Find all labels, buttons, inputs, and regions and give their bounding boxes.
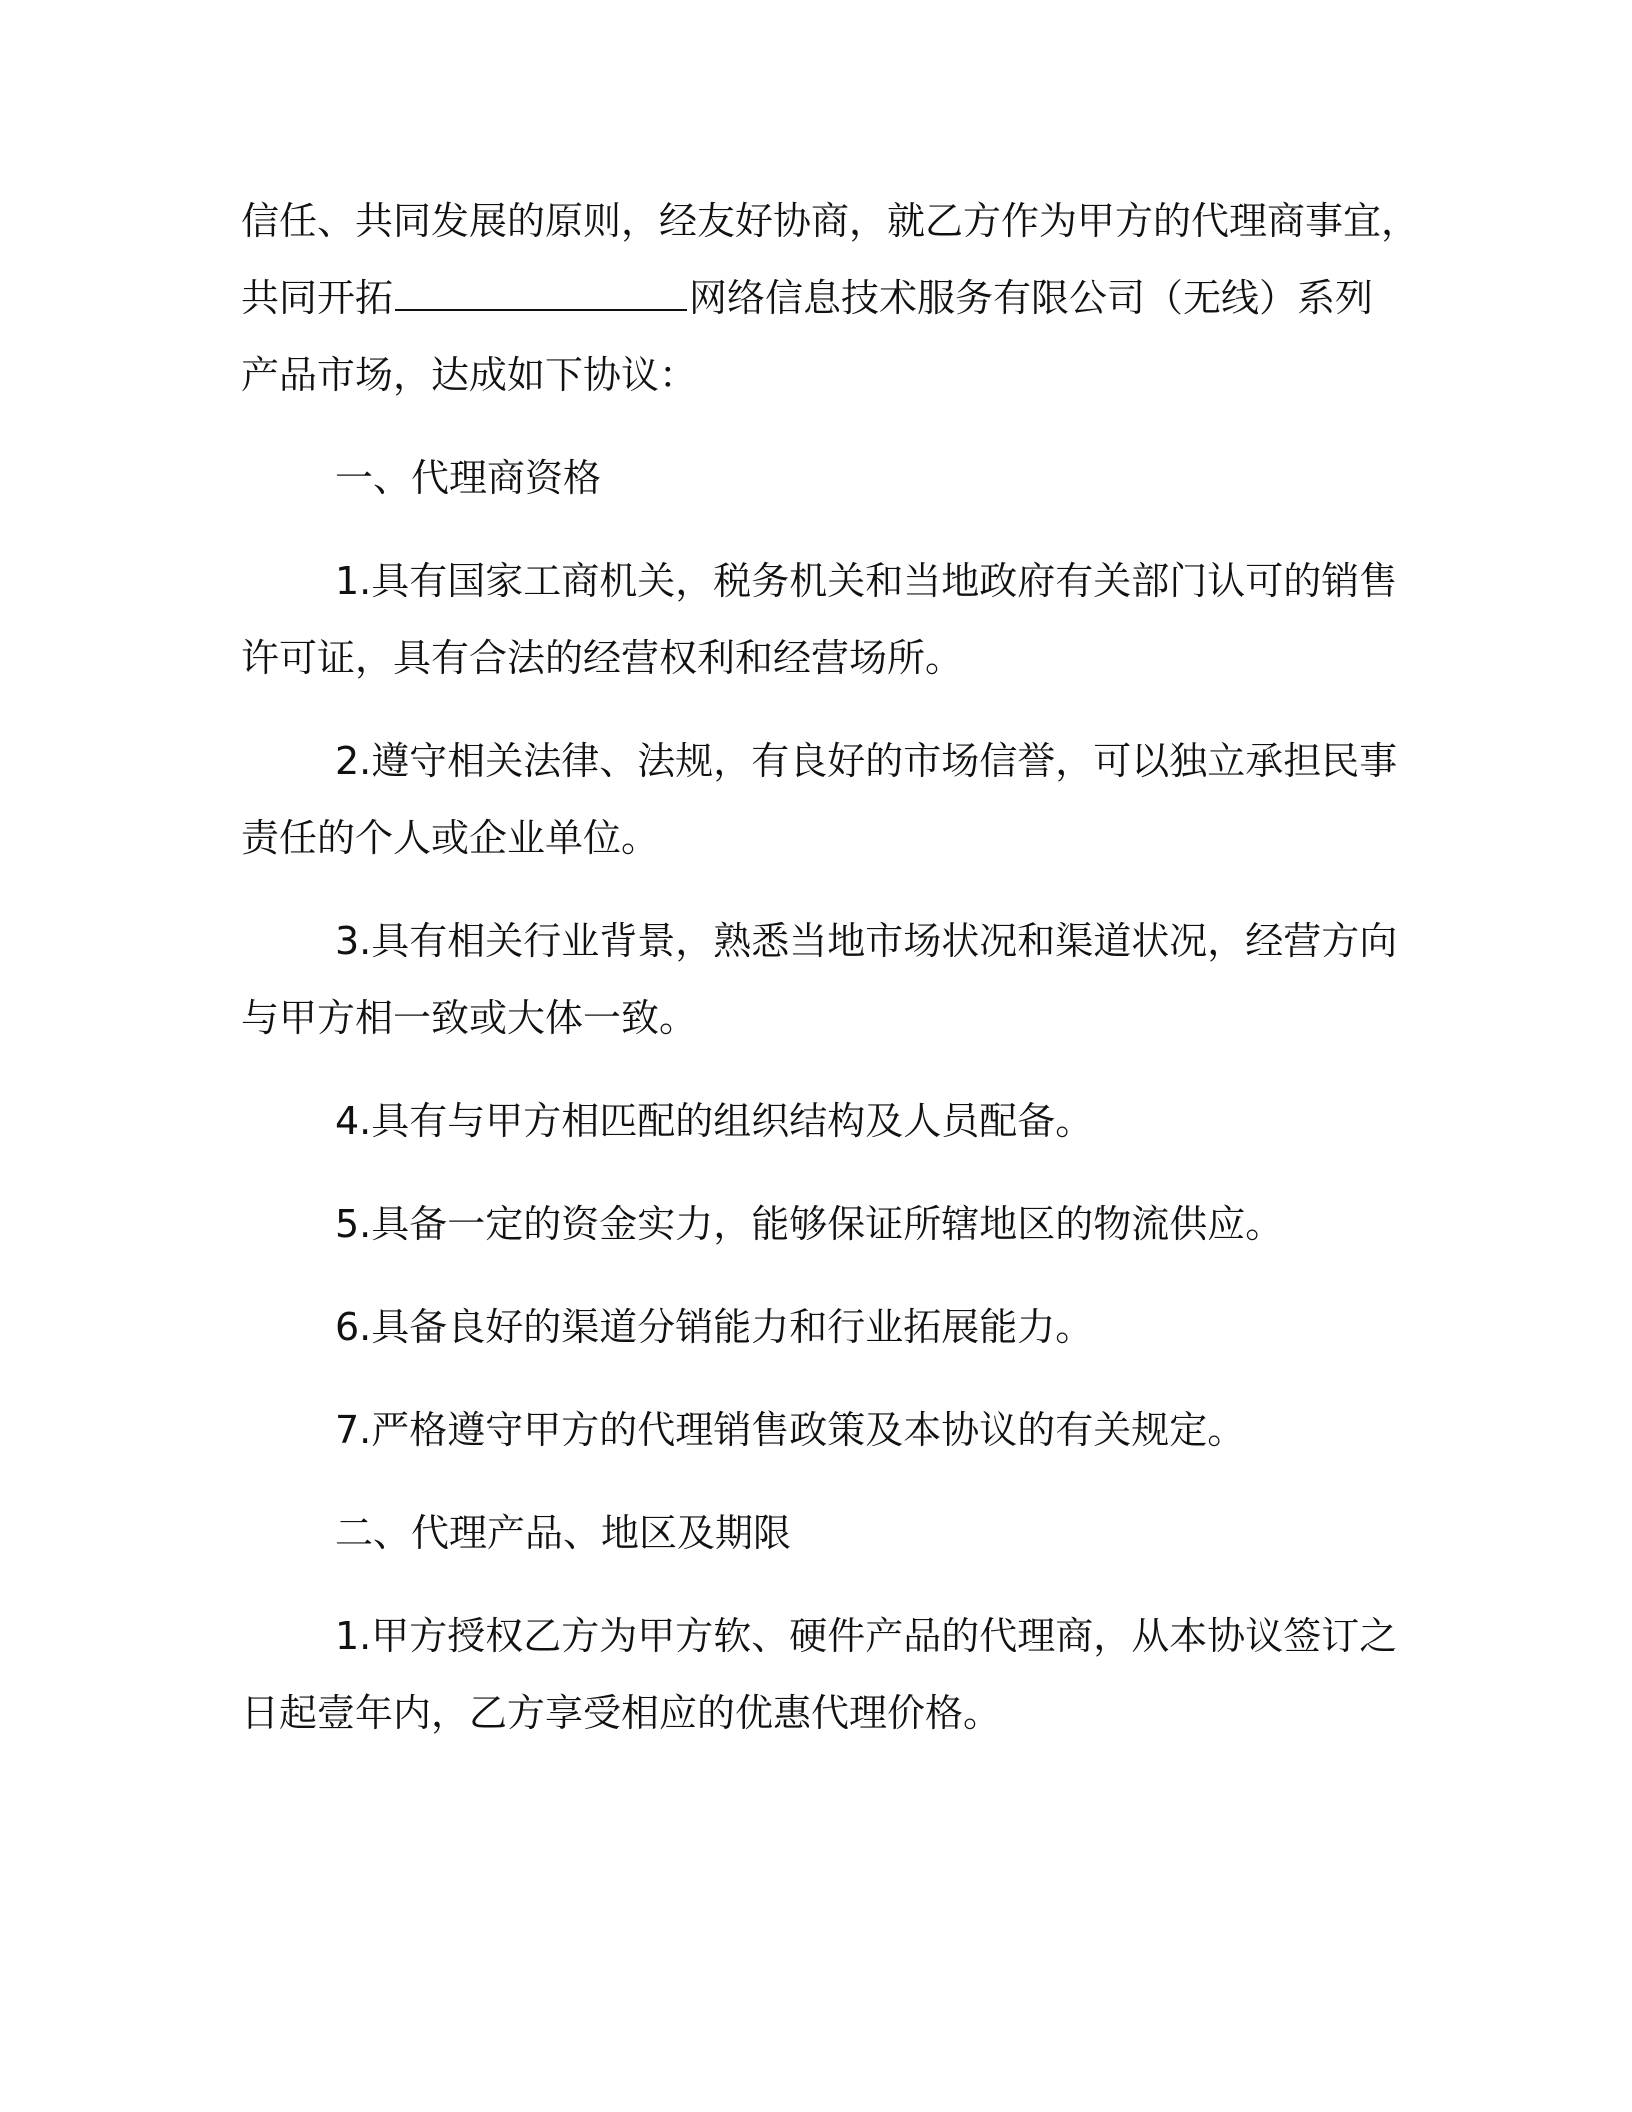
section-1-item-7: 7.严格遵守甲方的代理销售政策及本协议的有关规定。 [335, 1408, 1246, 1452]
section-1-item-6: 6.具备良好的渠道分销能力和行业拓展能力。 [335, 1305, 1094, 1349]
intro-line-3: 产品市场，达成如下协议： [241, 353, 698, 397]
section-1-item-3 [241, 903, 1398, 1057]
section-1-item-1-line-1: 1.具有国家工商机关，税务机关和当地政府有关部门认可的销售 [335, 559, 1398, 603]
section-2-heading: 二、代理产品、地区及期限 [335, 1511, 792, 1555]
section-1-item-2-line-2: 责任的个人或企业单位。 [241, 816, 660, 860]
document-body [241, 183, 1420, 1778]
intro-line-2-prefix: 共同开拓 [241, 276, 394, 320]
section-1-item-1-line-2: 许可证，具有合法的经营权利和经营场所。 [241, 636, 964, 680]
section-1-heading: 一、代理商资格 [335, 456, 602, 500]
section-1-item-4: 4.具有与甲方相匹配的组织结构及人员配备。 [335, 1099, 1094, 1143]
company-name-blank [395, 279, 687, 311]
intro-line-2 [241, 260, 1391, 337]
intro-line-2-suffix: 网络信息技术服务有限公司（无线）系列 [689, 276, 1374, 320]
section-2-item-1-line-2: 日起壹年内，乙方享受相应的优惠代理价格。 [241, 1691, 1002, 1735]
section-1-item-2-line-1: 2.遵守相关法律、法规，有良好的市场信誉，可以独立承担民事 [335, 739, 1398, 783]
section-1-item-3-line-1: 3.具有相关行业背景，熟悉当地市场状况和渠道状况，经营方向 [335, 919, 1398, 963]
intro-line-1: 信任、共同发展的原则，经友好协商，就乙方作为甲方的代理商事宜， [241, 199, 1420, 243]
intro-paragraph [241, 183, 1420, 414]
section-1-item-2 [241, 723, 1398, 877]
section-2-item-1-line-1: 1.甲方授权乙方为甲方软、硬件产品的代理商，从本协议签订之 [335, 1614, 1398, 1658]
section-2-item-1 [241, 1598, 1398, 1752]
section-1-item-3-line-2: 与甲方相一致或大体一致。 [241, 996, 698, 1040]
section-1-item-1 [241, 543, 1398, 697]
section-1-item-5: 5.具备一定的资金实力，能够保证所辖地区的物流供应。 [335, 1202, 1284, 1246]
